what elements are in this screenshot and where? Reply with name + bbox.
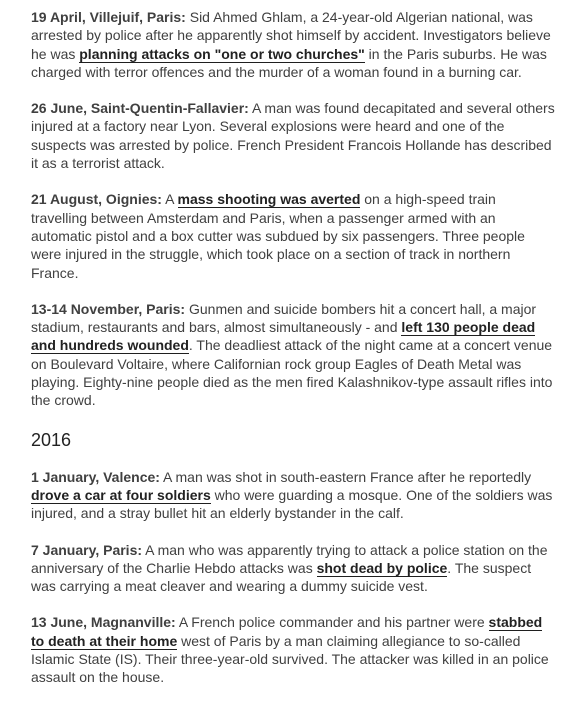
entry-saint-quentin-fallavier — [31, 99, 555, 172]
entry-date: 19 April, Villejuif, Paris: — [31, 9, 186, 25]
entry-date: 13-14 November, Paris: — [31, 300, 186, 317]
entry-text: . The deadliest attack of the night came at a concert venue on Boulevard Voltaire, where Californian rock group Eagles of Death Metal was playing. Eighty-nine people died as the men fired Kalashnikov-type assault rifles into the crowd. — [31, 337, 553, 409]
link-drove-car-at-soldiers[interactable]: drove a car at four soldiers — [31, 486, 211, 503]
entry-text: who were guarding a mosque. One of the soldiers was injured, and a stray bullet hit an elderly bystander in the calf. — [31, 486, 553, 522]
link-mass-shooting-averted[interactable]: mass shooting was averted — [177, 191, 361, 208]
entry-text: in the Paris suburbs. He was charged with terror offences and the murder of a woman found in a burning car. — [31, 45, 547, 80]
link-shot-dead-by-police[interactable]: shot dead by police — [316, 559, 448, 576]
entry-date: 1 January, Valence: — [31, 468, 160, 485]
link-stabbed-to-death[interactable]: stabbed to death at their home — [31, 614, 543, 649]
year-heading: 2016 — [31, 429, 72, 450]
entry-text: Gunmen and suicide bombers hit a concert hall, a major stadium, restaurants and bars, almost simultaneously - and — [31, 300, 537, 336]
entry-text: A — [161, 191, 178, 208]
entry-magnanville — [31, 613, 555, 686]
entry-paris-november — [31, 300, 555, 410]
entry-text: Sid Ahmed Ghlam, a 24-year-old Algerian national, was arrested by police after he apparently shot himself by accident. Investigators believe he was — [31, 9, 551, 62]
entry-text: A man was found decapitated and several others injured at a factory near Lyon. Several explosions were heard and one of the suspects was arrested by police. French President Francois Hollande has described it as a terrorist attack. — [31, 100, 555, 172]
entry-paris-january — [31, 541, 555, 596]
entry-text: west of Paris by a man claiming allegiance to so-called Islamic State (IS). Their three-year-old survived. The attacker was killed in an police assault on the house. — [31, 632, 549, 686]
entry-date: 13 June, Magnanville: — [31, 614, 176, 631]
entry-date: 26 June, Saint-Quentin-Fallavier: — [31, 100, 249, 117]
entry-text: A man who was apparently trying to attack a police station on the anniversary of the Charlie Hebdo attacks was — [31, 541, 548, 576]
entry-oignies — [31, 190, 555, 281]
entry-text: on a high-speed train travelling between Amsterdam and Paris, when a passenger armed with an automatic pistol and a box cutter was subdued by six passengers. Three people were injured in the struggle, which took place on a section of track in northern France. — [31, 191, 525, 281]
entry-date: 21 August, Oignies: — [31, 191, 162, 208]
entry-text: . The suspect was carrying a meat cleaver and wearing a dummy suicide vest. — [31, 559, 532, 595]
entry-text: A French police commander and his partner were — [175, 614, 489, 631]
link-planning-attacks-churches[interactable]: planning attacks on "one or two churches" — [79, 45, 365, 62]
entry-valence — [31, 468, 555, 523]
entry-text: A man was shot in south-eastern France after he reportedly — [159, 468, 532, 485]
entry-villejuif — [31, 8, 555, 81]
entry-date: 7 January, Paris: — [31, 541, 143, 558]
link-left-130-dead[interactable]: left 130 people dead and hundreds wounded — [31, 319, 536, 354]
